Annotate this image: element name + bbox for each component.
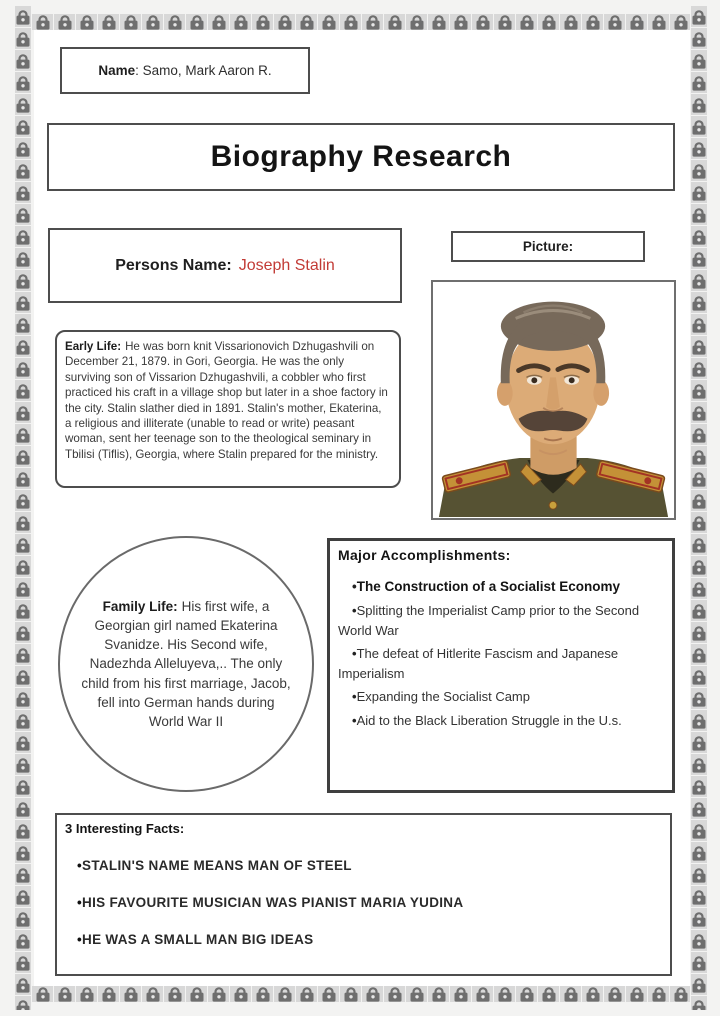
stalin-portrait-image bbox=[433, 282, 674, 518]
interesting-facts-box bbox=[55, 813, 672, 976]
student-name-box bbox=[60, 47, 310, 94]
mustache bbox=[519, 411, 588, 432]
family-life-circle bbox=[58, 536, 314, 792]
family-life-label: Family Life: bbox=[102, 598, 178, 614]
accomplishment-item: • Expanding the Socialist Camp bbox=[338, 687, 664, 707]
fact-item: • HIS FAVOURITE MUSICIAN WAS PIANIST MARIA YUDINA bbox=[65, 895, 662, 910]
fact-item: • HE WAS A SMALL MAN BIG IDEAS bbox=[65, 932, 662, 947]
name-label: Name bbox=[98, 63, 136, 78]
decorative-border-left bbox=[13, 6, 33, 1010]
major-accomplishments-box bbox=[327, 538, 675, 793]
major-accomplishments-label: Major Accomplishments: bbox=[338, 547, 511, 563]
title-box bbox=[47, 123, 675, 191]
decorative-border-bottom bbox=[32, 984, 690, 1004]
major-accomplishments-list bbox=[338, 577, 664, 731]
fact-item: • STALIN'S NAME MEANS MAN OF STEEL bbox=[65, 858, 662, 873]
decorative-border-top bbox=[32, 12, 690, 32]
page-title: Biography Research bbox=[210, 140, 512, 173]
name-value: : Samo, Mark Aaron R. bbox=[135, 63, 272, 78]
early-life-box bbox=[55, 330, 401, 488]
name-text bbox=[98, 63, 271, 78]
picture-label-box bbox=[451, 231, 645, 262]
persons-name-box bbox=[48, 228, 402, 303]
persons-name-value: Joseph Stalin bbox=[238, 256, 335, 274]
accomplishment-item: • The defeat of Hitlerite Fascism and Japanese Imperialism bbox=[338, 644, 664, 684]
accomplishment-item: • Aid to the Black Liberation Struggle in the U.s. bbox=[338, 711, 664, 731]
accomplishment-item: • Splitting the Imperialist Camp prior to the Second World War bbox=[338, 601, 664, 641]
decorative-border-right bbox=[689, 6, 709, 1010]
family-life-text: His first wife, a Georgian girl named Ekaterina Svanidze. His Second wife, Nadezhda Alleluyeva,.. The only child from his first marriage, Jacob, fell into German hands during World War II bbox=[81, 598, 291, 729]
picture-label: Picture: bbox=[522, 239, 574, 254]
early-life-label: Early Life: bbox=[65, 340, 122, 353]
early-life-text: He was born knit Vissarionovich Dzhugashvili on December 21, 1879. in Gori, Georgia. He was the only surviving son of Vissarion Dzhugashvili, a cobbler who first practiced his craft in a village shop but later in a shoe factory in the city. Stalin slather died in 1891. Stalin's mother, Ekaterina, a religious and illiterate (unable to read or write) peasant woman, sent her teenage son to the theological seminary in Tbilisi (Tiflis), Georgia, where Stalin prepared for the ministry. bbox=[65, 340, 388, 461]
family-life-textblock bbox=[80, 597, 292, 731]
portrait-frame bbox=[431, 280, 676, 520]
interesting-facts-label: 3 Interesting Facts: bbox=[65, 821, 185, 836]
persons-name-label: Persons Name: bbox=[115, 256, 232, 274]
accomplishment-item: • The Construction of a Socialist Economy bbox=[338, 577, 664, 598]
